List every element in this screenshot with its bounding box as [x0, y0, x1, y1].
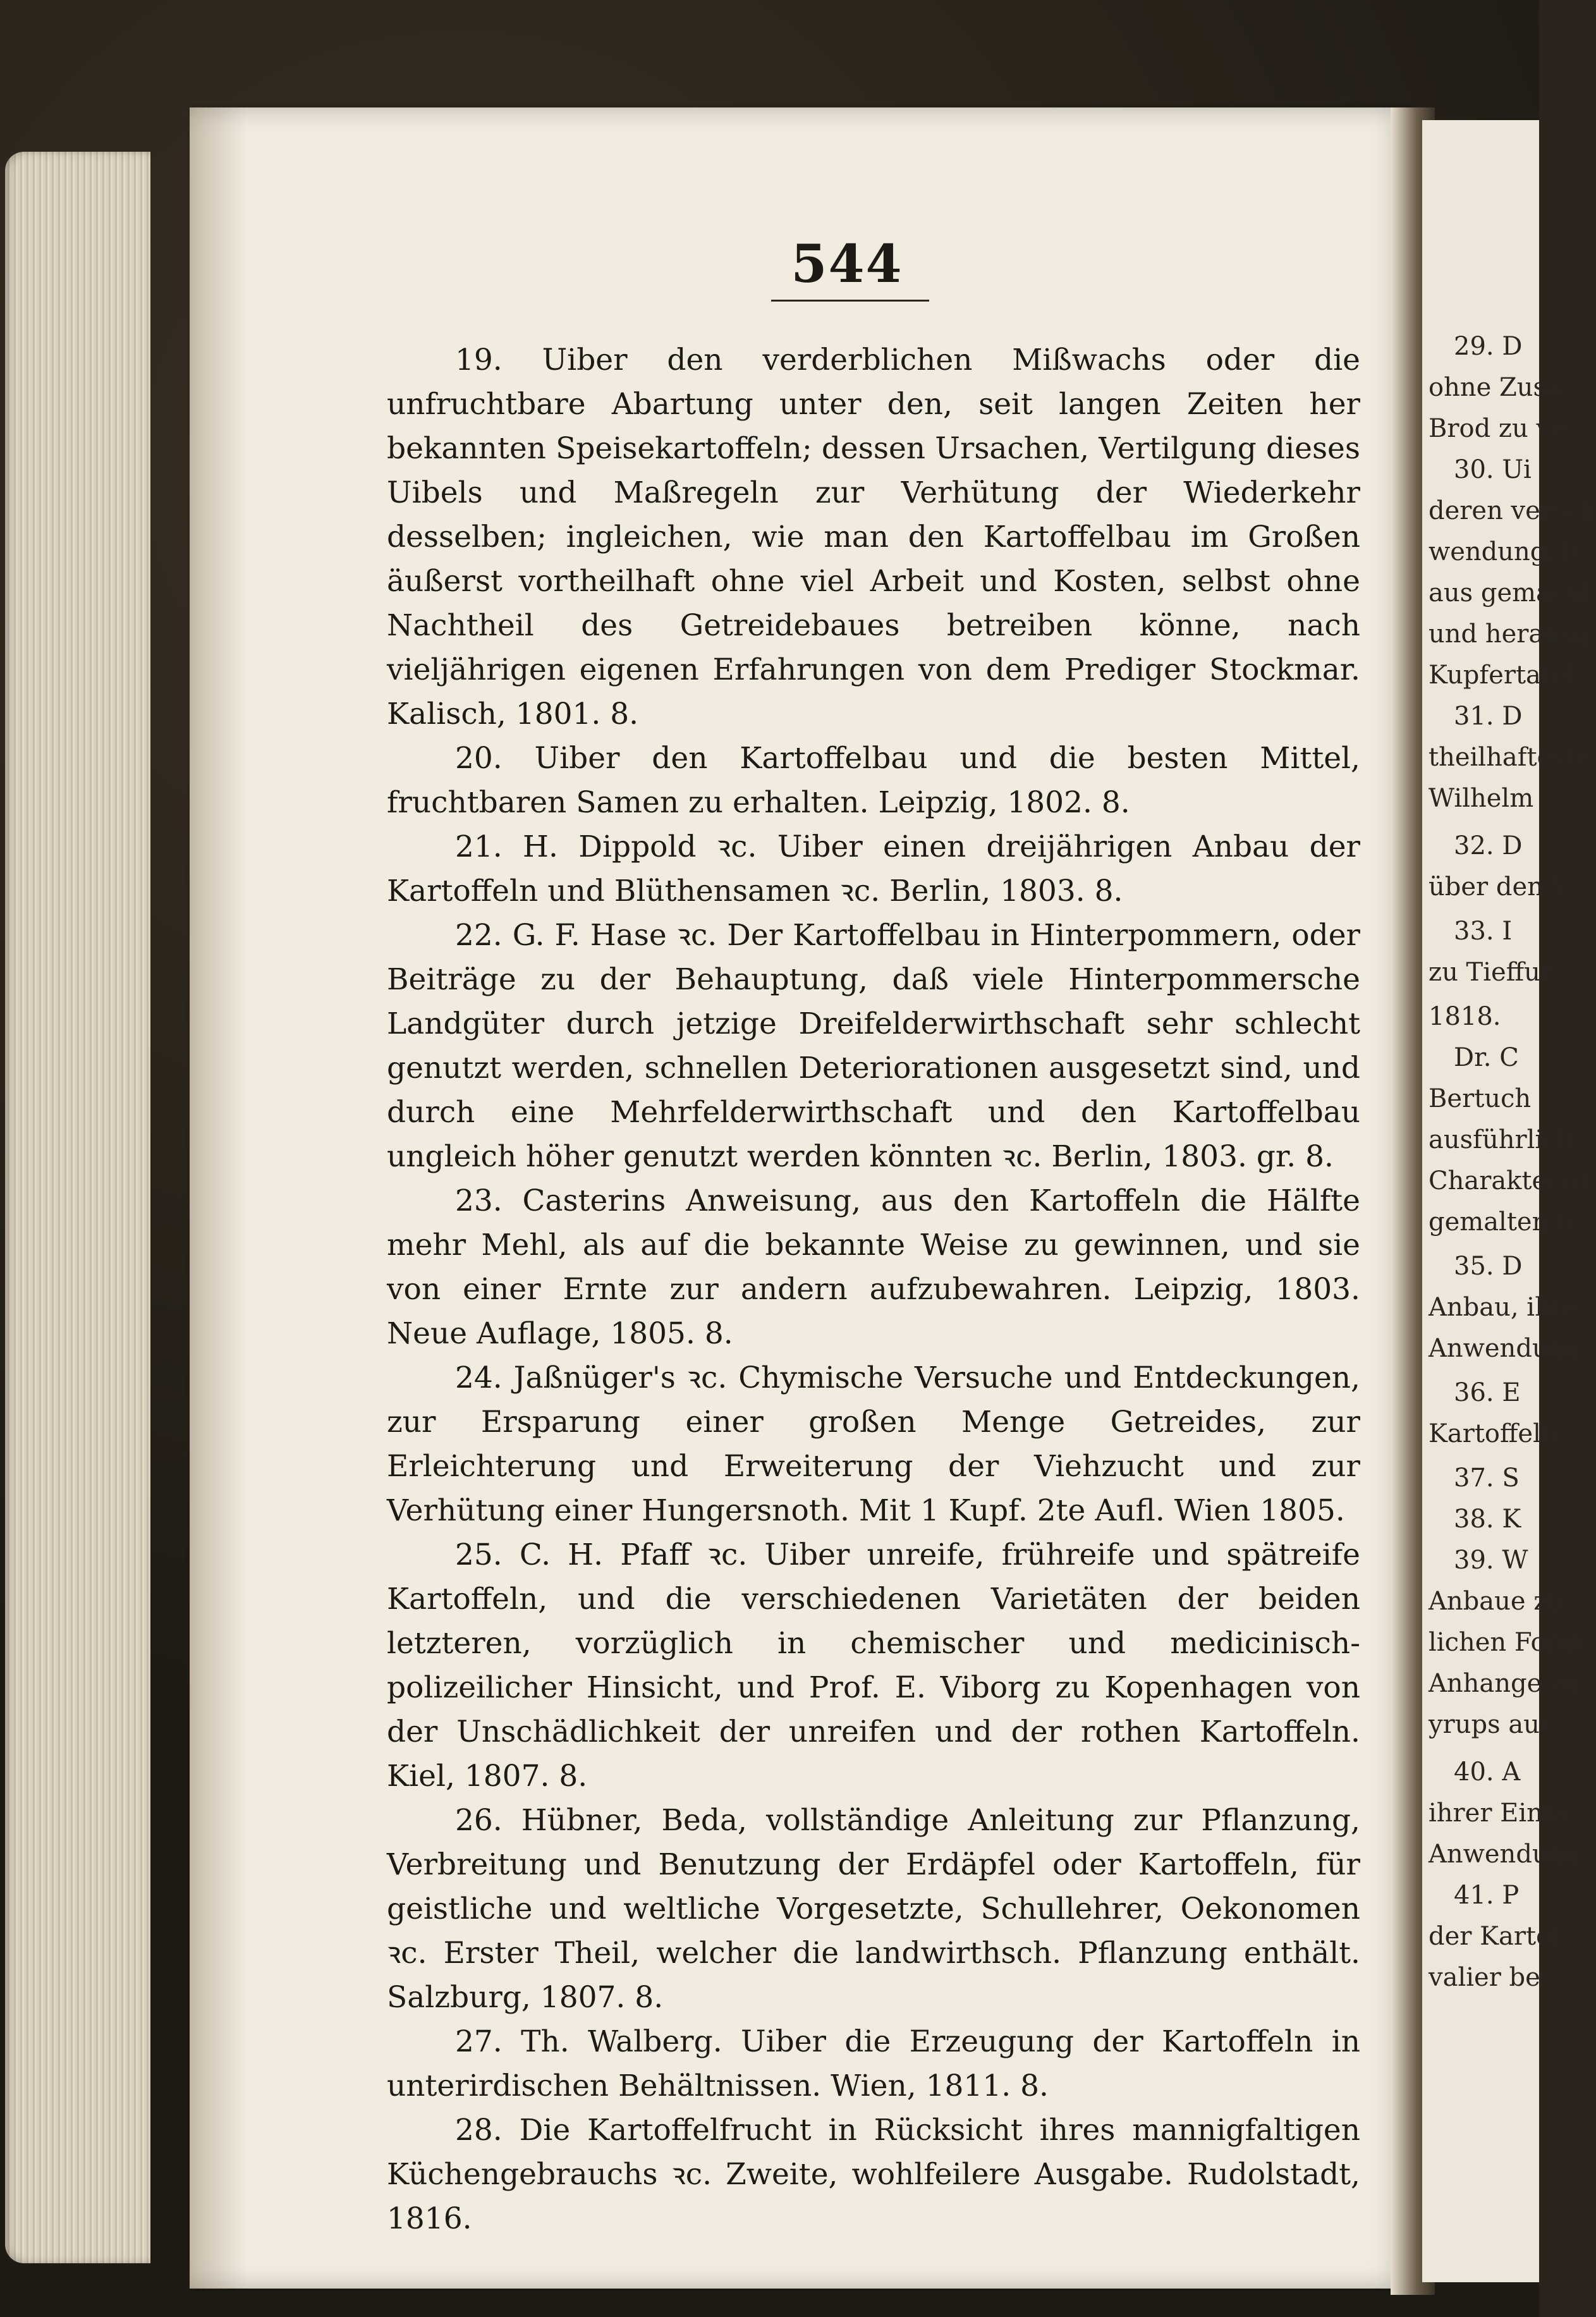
- fragment-line: Bertuch: [1428, 1084, 1532, 1113]
- bibliography-entry-23: 23. Casterins Anweisung, aus den Kartoffeln die Hälfte mehr Mehl, als auf die bekannte Weise zu gewinnen, und sie von einer Ernte zur andern aufzubewahren. Leipzig, 1803. Neue Auflage, 1805. 8.: [387, 1183, 1360, 1351]
- fragment-line: Anhange zu: [1428, 1669, 1580, 1698]
- fragment-line: 1818.: [1428, 1002, 1501, 1031]
- fragment-line: Kupfertafel.: [1428, 661, 1581, 690]
- fragment-line: Anbau, ihre: [1428, 1293, 1578, 1322]
- fragment-line: der Kartof: [1428, 1922, 1561, 1951]
- bibliography-entry-24: 24. Jaßnüger's ꝛc. Chymische Versuche und Entdeckungen, zur Ersparung einer großen Menge Getreides, zur Erleichterung und Erweiterung der Viehzucht und zur Verhütung einer Hungersnoth. Mit 1 Kupf. 2te Aufl. Wien 1805.: [387, 1360, 1360, 1528]
- fragment-line: 39. W: [1454, 1546, 1528, 1575]
- fragment-line: aus gemacht: [1428, 578, 1592, 608]
- fragment-line: 40. A: [1454, 1758, 1521, 1787]
- fragment-line: Anwendung: [1428, 1840, 1581, 1869]
- fragment-line: 33. I: [1454, 917, 1513, 946]
- fragment-line: Kartoffeln: [1428, 1419, 1557, 1448]
- bibliography-entry-19: 19. Uiber den verderblichen Mißwachs oder die unfruchtbare Abartung unter den, seit langen Zeiten her bekannten Speisekartoffeln; dessen Ursachen, Vertilgung dieses Uibels und Maßregeln zur Verhütung der Wiederkehr desselben; ingleichen, wie man den Kartoffelbau im Großen äußerst vortheilhaft ohne viel Arbeit und Kosten, selbst ohne Nachtheil des Getreidebaues betreiben könne, nach vieljährigen eigenen Erfahrungen von dem Prediger Stockmar. Kalisch, 1801. 8.: [387, 343, 1360, 731]
- bibliography-entry-25: 25. C. H. Pfaff ꝛc. Uiber unreife, frühreife und spätreife Kartoffeln, und die verschiedenen Varietäten der beiden letzteren, vorzüglich in chemischer und medicinisch-polizeilicher Hinsicht, und Prof. E. Viborg zu Kopenhagen von der Unschädlichkeit der unreifen und der rothen Kartoffeln. Kiel, 1807. 8.: [387, 1538, 1360, 1794]
- fragment-line: deren versch: [1428, 496, 1596, 525]
- bibliography-entry-26: 26. Hübner, Beda, vollständige Anleitung zur Pflanzung, Verbreitung und Benutzung der Erdäpfel oder Kartoffeln, für geistliche und weltliche Vorgesetzte, Schullehrer, Oekonomen ꝛc. Erster Theil, welcher die landwirthsch. Pflanzung enthält. Salzburg, 1807. 8.: [387, 1803, 1360, 2015]
- fragment-line: und herausg: [1428, 620, 1590, 649]
- fragment-line: 32. D: [1454, 831, 1523, 860]
- fragment-line: 38. K: [1454, 1505, 1521, 1534]
- fragment-line: zu Tieffur: [1428, 958, 1552, 987]
- book-page-edges: [5, 152, 150, 2263]
- page-number-rule: [771, 300, 929, 302]
- bibliography-entry-28: 28. Die Kartoffelfrucht in Rücksicht ihres mannigfaltigen Küchengebrauchs ꝛc. Zweite, wohlfeilere Ausgabe. Rudolstadt, 1816.: [387, 2113, 1360, 2236]
- bibliography-entry-20: 20. Uiber den Kartoffelbau und die besten Mittel, fruchtbaren Samen zu erhalten. Leipzig, 1802. 8.: [387, 741, 1360, 820]
- facing-page-fragment: [1422, 120, 1596, 2282]
- fragment-line: ihrer Einfa: [1428, 1799, 1568, 1828]
- fragment-line: Brod zu ve: [1428, 414, 1566, 443]
- fragment-line: 30. Ui: [1454, 455, 1532, 484]
- fragment-line: 41. P: [1454, 1881, 1520, 1910]
- fragment-line: wendung, b: [1428, 537, 1579, 566]
- fragment-line: gemalten u: [1428, 1207, 1573, 1237]
- fragment-line: Anwendung: [1428, 1334, 1581, 1363]
- fragment-line: 31. D: [1454, 702, 1523, 731]
- bibliography-entry-21: 21. H. Dippold ꝛc. Uiber einen dreijährigen Anbau der Kartoffeln und Blüthensamen ꝛc. Berlin, 1803. 8.: [387, 829, 1360, 908]
- bibliography-entry-27: 27. Th. Walberg. Uiber die Erzeugung der Kartoffeln in unterirdischen Behältnissen. Wien, 1811. 8.: [387, 2024, 1360, 2103]
- fragment-line: 36. E: [1454, 1378, 1521, 1407]
- bibliography-entry-22: 22. G. F. Hase ꝛc. Der Kartoffelbau in Hinterpommern, oder Beiträge zu der Behauptung, daß viele Hinterpommersche Landgüter durch jetzige Dreifelderwirthschaft sehr schlecht genutzt werden, schnellen Deteriorationen ausgesetzt sind, und durch eine Mehrfelderwirthschaft und den Kartoffelbau ungleich höher genutzt werden könnten ꝛc. Berlin, 1803. gr. 8.: [387, 918, 1360, 1174]
- fragment-line: theilhafteste: [1428, 743, 1590, 772]
- fragment-line: yrups aus: [1428, 1710, 1553, 1739]
- fragment-line: valier be: [1428, 1963, 1540, 1992]
- fragment-line: lichen Form: [1428, 1628, 1582, 1657]
- fragment-line: Dr. C: [1454, 1043, 1519, 1072]
- fragment-line: Wilhelm: [1428, 784, 1534, 813]
- fragment-line: über den V: [1428, 872, 1570, 902]
- fragment-line: Anbaue zu: [1428, 1587, 1564, 1616]
- fragment-line: ohne Zusä: [1428, 373, 1561, 402]
- fragment-line: 29. D: [1454, 332, 1523, 361]
- bibliography-list: [387, 338, 1360, 2241]
- fragment-line: 37. S: [1454, 1464, 1520, 1493]
- fragment-line: ausführlich: [1428, 1125, 1574, 1154]
- page-shadow: [190, 107, 247, 2289]
- page-number: 544: [791, 234, 903, 295]
- fragment-line: Charakterist: [1428, 1166, 1590, 1195]
- fragment-line: 35. D: [1454, 1252, 1523, 1281]
